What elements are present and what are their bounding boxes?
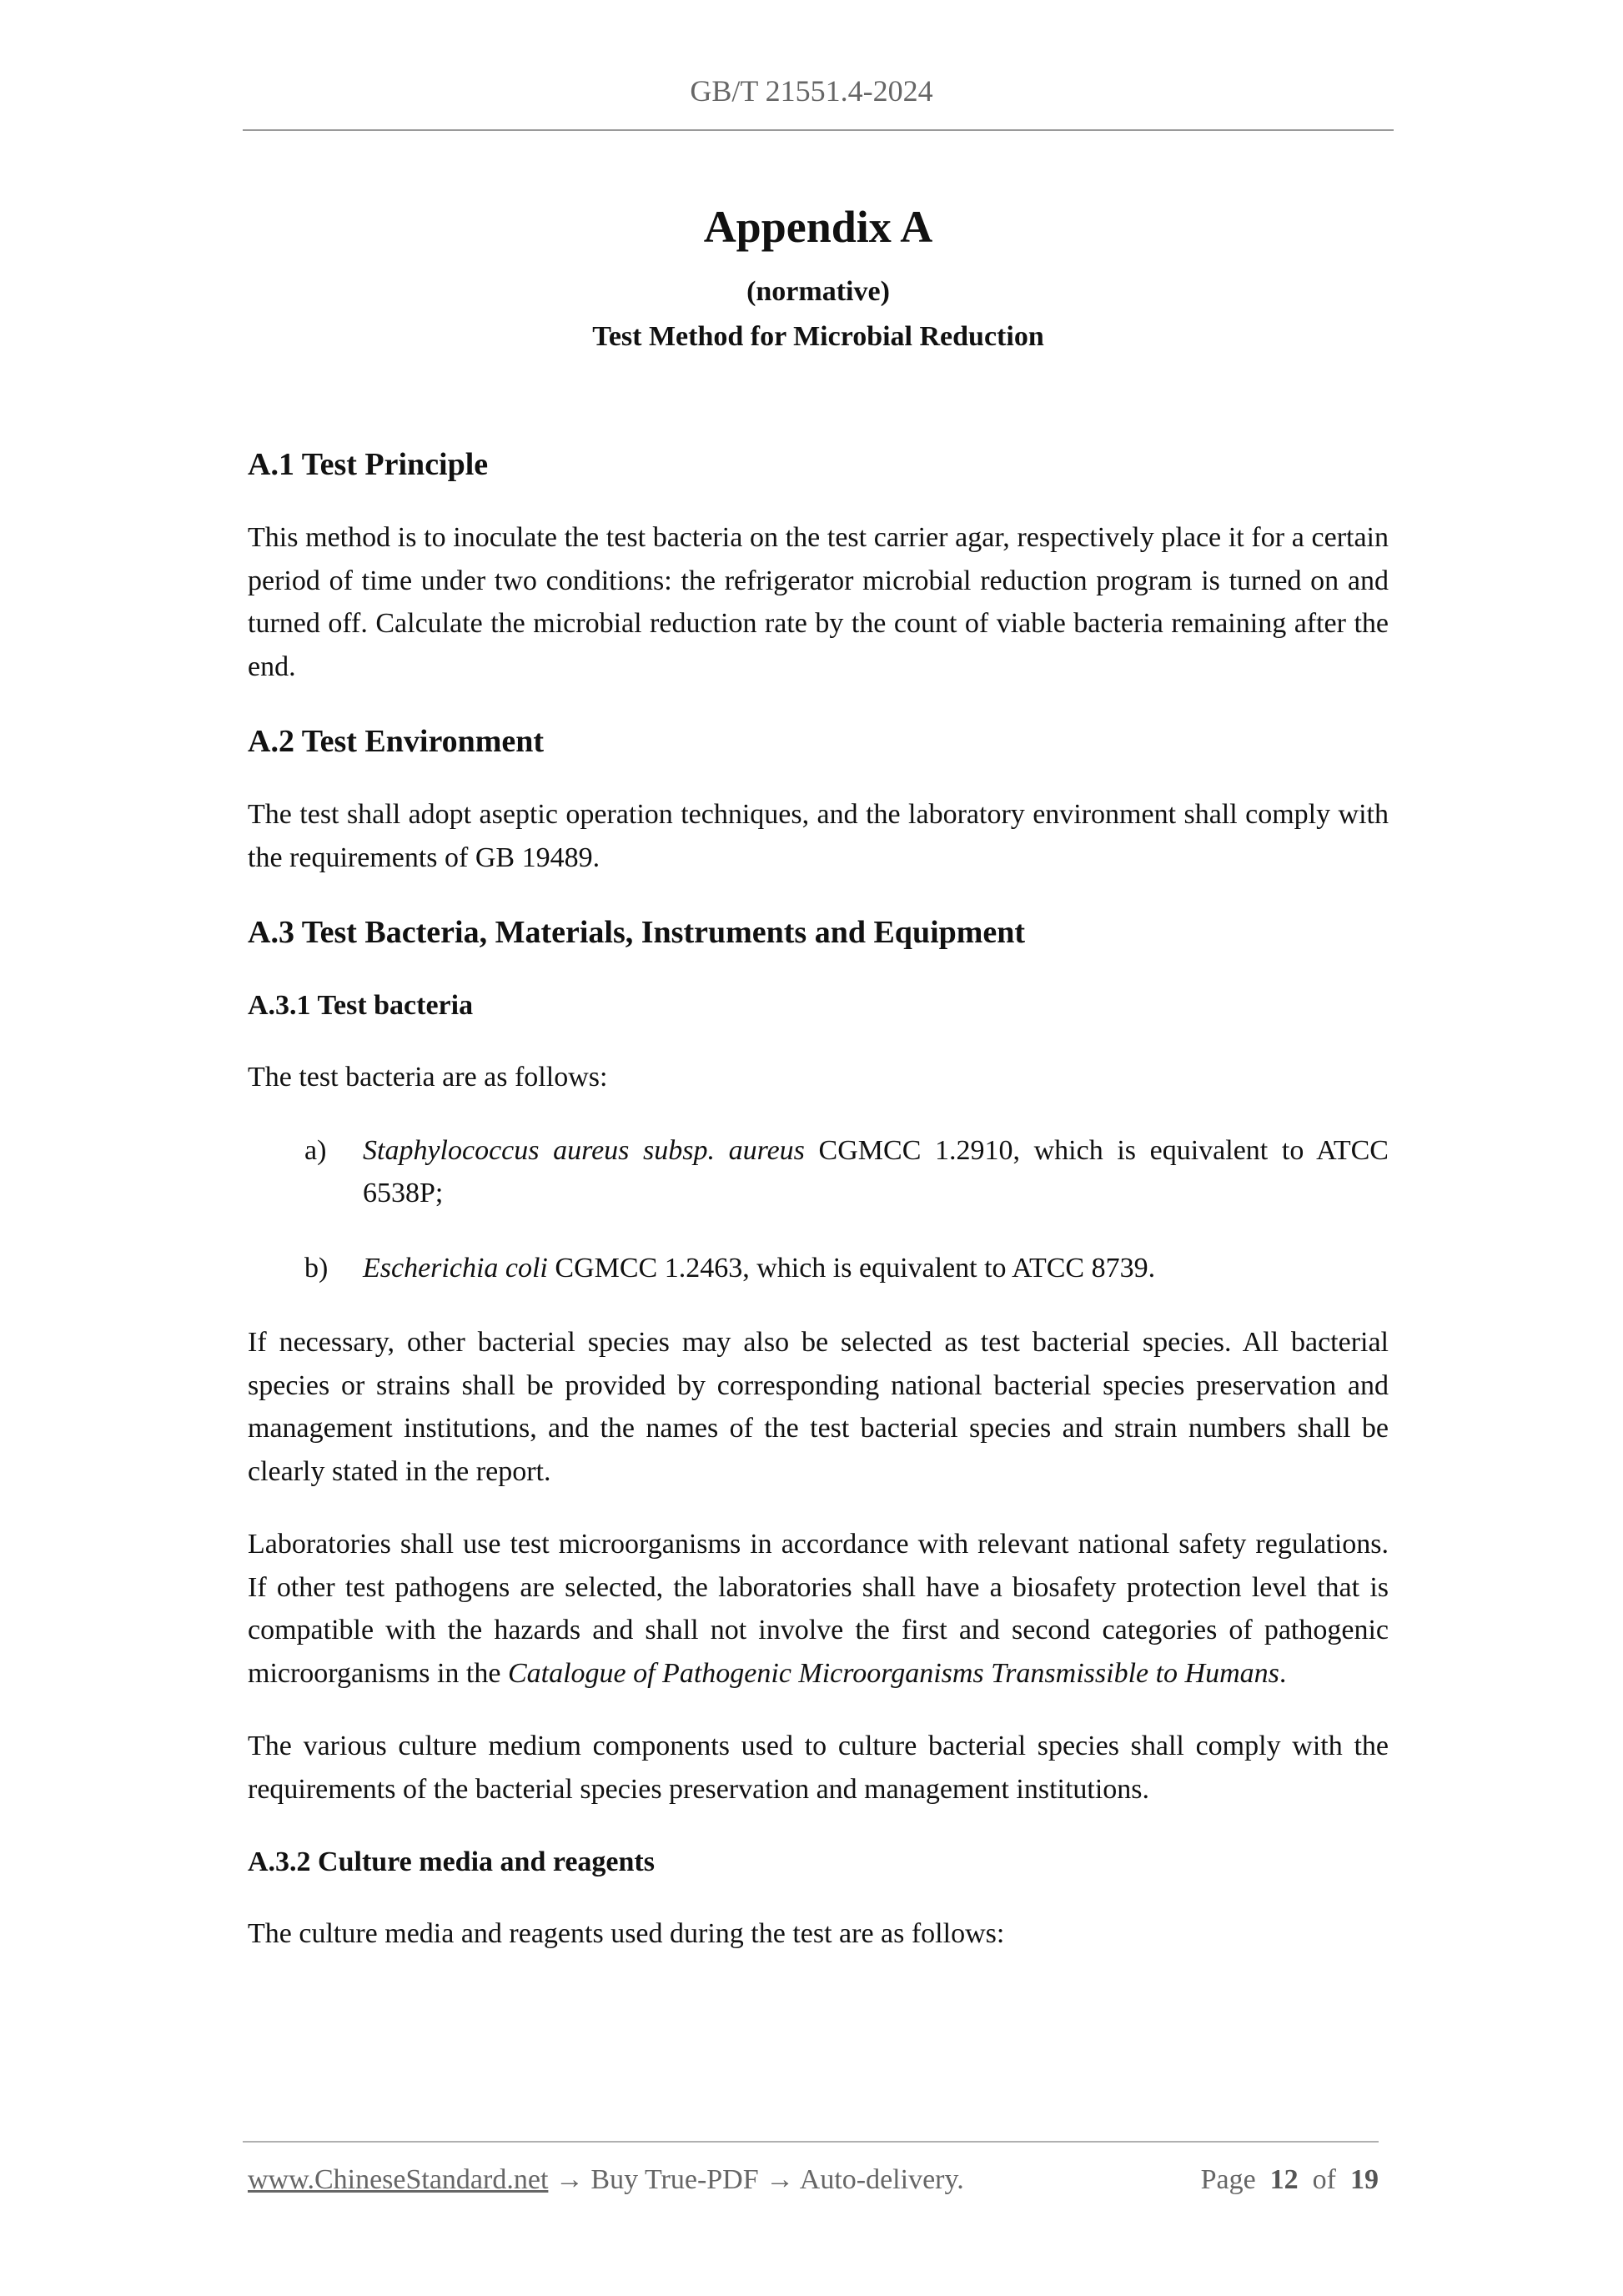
appendix-nature: (normative) <box>746 276 890 307</box>
arrow-icon: → <box>758 2164 800 2195</box>
current-page: 12 <box>1269 2164 1299 2195</box>
paragraph-end: . <box>1279 1657 1287 1689</box>
section-a31-paragraph-2 <box>248 1523 1389 1695</box>
appendix-title: Appendix A <box>703 202 933 252</box>
list-item <box>248 1129 1389 1215</box>
appendix-subtitle: Test Method for Microbial Reduction <box>592 321 1044 352</box>
list-marker: a) <box>304 1134 327 1166</box>
page-content <box>248 196 1389 1956</box>
strain-info: CGMCC 1.2463, which is equivalent to ATCC 8739. <box>547 1252 1156 1284</box>
list-item <box>248 1247 1389 1290</box>
section-a3-heading: A.3 Test Bacteria, Materials, Instruments and Equipment <box>248 915 1026 950</box>
footer-divider <box>243 2141 1379 2143</box>
section-a32-intro: The culture media and reagents used during the test are as follows: <box>248 1918 1005 1949</box>
section-a2-heading: A.2 Test Environment <box>248 724 545 759</box>
page-word: Page <box>1200 2164 1256 2195</box>
buy-text: Buy True-PDF <box>590 2164 759 2195</box>
section-a31-paragraph-1: If necessary, other bacterial species may also be selected as test bacterial species. All bacterial species or strains shall be provided by corresponding national bacterial species preservation and management institutions, and the names of the test bacterial species and strain numbers shall be clearly stated in the report. <box>248 1327 1389 1487</box>
header-divider <box>243 129 1394 131</box>
total-pages: 19 <box>1350 2164 1379 2195</box>
section-a31-heading: A.3.1 Test bacteria <box>248 990 474 1021</box>
test-bacteria-list <box>248 1129 1389 1290</box>
paragraph-text: Laboratories shall use test microorganisms in accordance with relevant national safety regulations. If other test pathogens are selected, the laboratories shall have a biosafety protection level that is compatible with the hazards and shall not involve the first and second categories of pathogenic microorganisms in the <box>248 1529 1389 1689</box>
section-a31-intro: The test bacteria are as follows: <box>248 1062 608 1093</box>
section-a1-text: This method is to inoculate the test bacteria on the test carrier agar, respectively place it for a certain period of time under two conditions: the refrigerator microbial reduction program is turned on and turned off. Calculate the microbial reduction rate by the count of viable bacteria remaining after the end. <box>248 522 1389 682</box>
website-link[interactable]: www.ChineseStandard.net <box>248 2164 549 2195</box>
section-a2-text: The test shall adopt aseptic operation techniques, and the laboratory environment shall comply with the requirements of GB 19489. <box>248 799 1389 873</box>
arrow-icon: → <box>548 2164 591 2195</box>
species-name: Staphylococcus aureus subsp. aureus <box>363 1134 805 1166</box>
strain-info: CGMCC 1.2910, which is equivalent to ATCC 6538P; <box>363 1134 1389 1208</box>
catalogue-title: Catalogue of Pathogenic Microorganisms Transmissible to Humans <box>507 1657 1279 1689</box>
list-marker: b) <box>304 1252 329 1284</box>
page-number <box>1201 2160 1379 2200</box>
of-word: of <box>1312 2164 1336 2195</box>
section-a31-paragraph-3: The various culture medium components used to culture bacterial species shall comply with the requirements of the bacterial species preservation and management institutions. <box>248 1731 1389 1805</box>
delivery-text: Auto-delivery. <box>799 2164 964 2195</box>
document-code-header: GB/T 21551.4-2024 <box>690 74 933 108</box>
page-footer <box>248 2160 1379 2200</box>
section-a32-heading: A.3.2 Culture media and reagents <box>248 1846 655 1877</box>
section-a1-heading: A.1 Test Principle <box>248 447 489 482</box>
species-name: Escherichia coli <box>363 1252 548 1284</box>
